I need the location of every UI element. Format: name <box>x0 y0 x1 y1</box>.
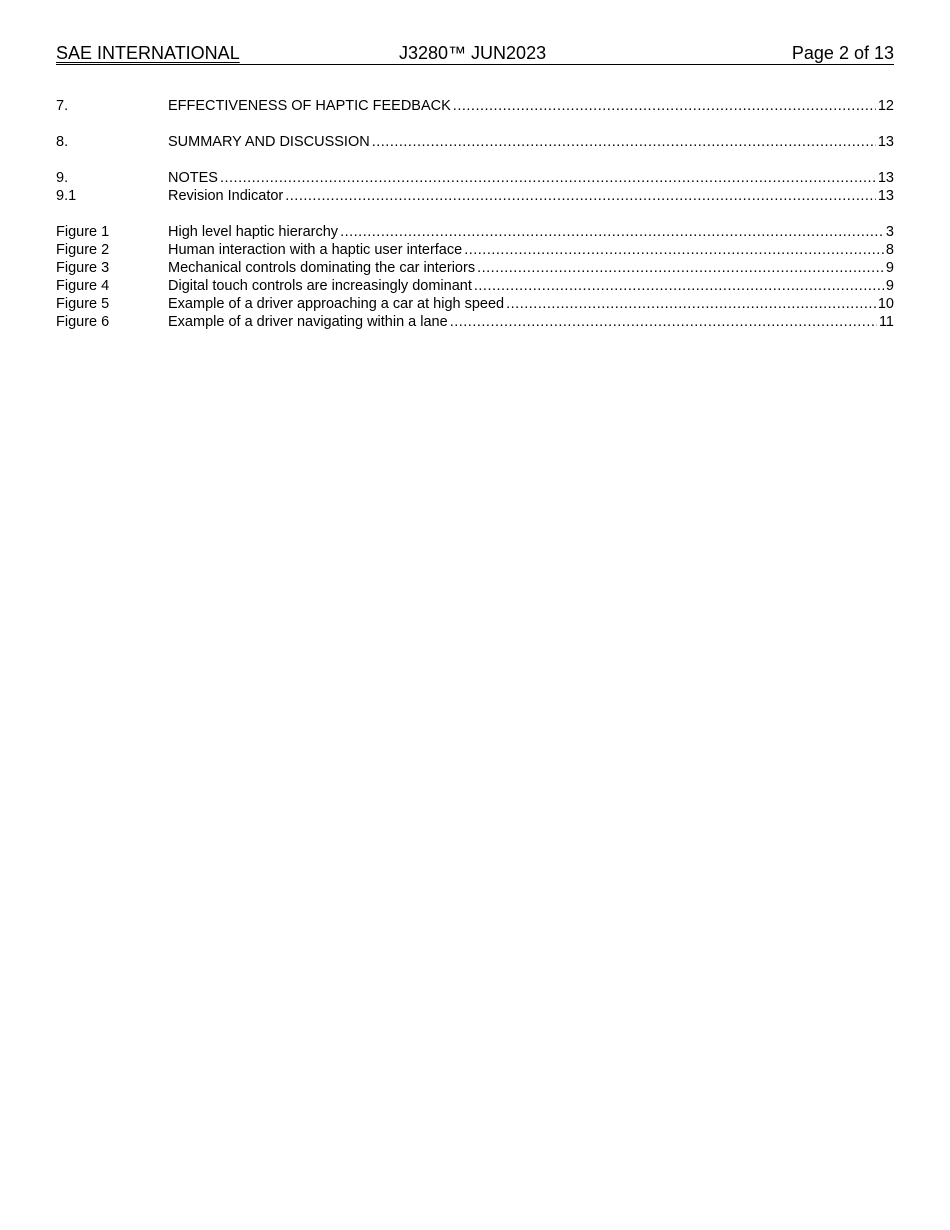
toc-entry-figure-4[interactable] <box>56 277 894 295</box>
toc-entry-section-7[interactable] <box>56 97 894 115</box>
toc-dot-leader <box>340 223 884 241</box>
toc-entry-number: Figure 5 <box>56 296 110 312</box>
toc-entry-page: 3 <box>885 224 894 240</box>
toc-entry-title: Human interaction with a haptic user interface <box>168 242 463 258</box>
toc-entry-title: Mechanical controls dominating the car interiors <box>168 260 476 276</box>
toc-dot-leader <box>506 295 876 313</box>
toc-entry-page: 11 <box>878 314 894 330</box>
toc-entry-number: Figure 2 <box>56 242 110 258</box>
toc-entry-title: NOTES <box>168 170 218 186</box>
toc-dot-leader <box>453 97 876 115</box>
toc-entry-number: Figure 6 <box>56 314 110 330</box>
toc-entry-section-8[interactable] <box>56 133 894 151</box>
toc-entry-title: SUMMARY AND DISCUSSION <box>168 134 370 150</box>
toc-entry-page: 13 <box>877 134 894 150</box>
page-header <box>56 42 894 65</box>
toc-entry-figure-3[interactable] <box>56 259 894 277</box>
toc-dot-leader <box>220 169 876 187</box>
toc-entry-page: 9 <box>885 260 894 276</box>
toc-dot-leader <box>477 259 884 277</box>
header-organization: SAE INTERNATIONAL <box>56 43 240 63</box>
header-document-id: J3280™ JUN2023 <box>399 43 547 63</box>
toc-dot-leader <box>450 313 877 331</box>
toc-entry-figure-1[interactable] <box>56 223 894 241</box>
table-of-contents <box>56 97 894 331</box>
toc-entry-page: 9 <box>885 278 894 294</box>
toc-entry-number: 9. <box>56 170 69 186</box>
toc-entry-page: 13 <box>877 170 894 186</box>
toc-dot-leader <box>474 277 884 295</box>
toc-dot-leader <box>285 187 876 205</box>
toc-entry-figure-5[interactable] <box>56 295 894 313</box>
toc-entry-number: Figure 1 <box>56 224 110 240</box>
toc-entry-number: 9.1 <box>56 188 77 204</box>
toc-entry-title: Example of a driver approaching a car at high speed <box>168 296 505 312</box>
toc-entry-section-9[interactable] <box>56 169 894 187</box>
toc-entry-page: 8 <box>885 242 894 258</box>
toc-entry-number: Figure 4 <box>56 278 110 294</box>
toc-dot-leader <box>464 241 884 259</box>
toc-entry-page: 10 <box>877 296 894 312</box>
toc-entry-title: High level haptic hierarchy <box>168 224 339 240</box>
toc-entry-section-9-1[interactable] <box>56 187 894 205</box>
toc-entry-page: 12 <box>877 98 894 114</box>
toc-entry-title: Example of a driver navigating within a lane <box>168 314 448 330</box>
toc-entry-number: 7. <box>56 98 69 114</box>
toc-entry-title: EFFECTIVENESS OF HAPTIC FEEDBACK <box>168 98 451 114</box>
toc-entry-figure-2[interactable] <box>56 241 894 259</box>
toc-entry-title: Digital touch controls are increasingly dominant <box>168 278 472 294</box>
toc-entry-page: 13 <box>877 188 894 204</box>
toc-entry-number: 8. <box>56 134 69 150</box>
header-page-number: Page 2 of 13 <box>791 43 894 63</box>
toc-entry-figure-6[interactable] <box>56 313 894 331</box>
toc-dot-leader <box>372 133 876 151</box>
toc-entry-number: Figure 3 <box>56 260 110 276</box>
toc-entry-title: Revision Indicator <box>168 188 284 204</box>
